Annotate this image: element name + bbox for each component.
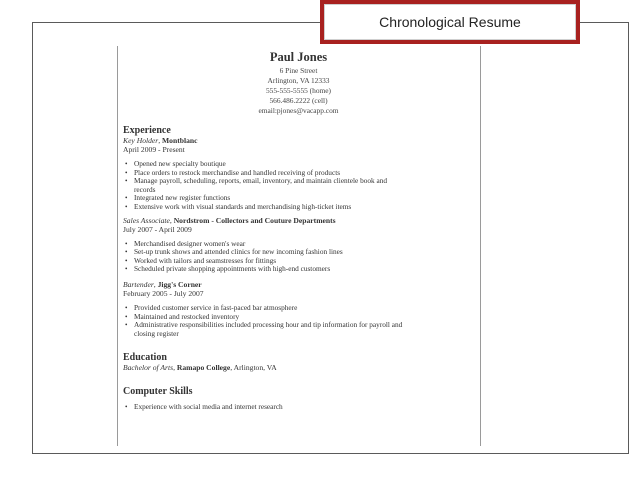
- job-header: Key Holder, Montblanc: [123, 136, 198, 145]
- bullet: • Experience with social media and internet research: [134, 403, 474, 412]
- job-org: Montblanc: [162, 136, 198, 145]
- address-line-2: Arlington, VA 12333: [267, 76, 330, 85]
- degree: Bachelor of Arts: [123, 363, 174, 373]
- skills-list: [123, 403, 474, 412]
- job-header: Bartender, Jigg's Corner: [123, 279, 202, 289]
- education-heading: Education: [123, 352, 167, 364]
- resume-document: [117, 46, 481, 446]
- job-org: Nordstrom - Collectors and Couture Departments: [173, 215, 336, 225]
- job-dates: July 2007 - April 2009: [123, 224, 192, 234]
- job-header: Sales Associate, Nordstrom - Collectors and Couture Departments: [123, 215, 336, 225]
- address-line-1: 6 Pine Street: [279, 66, 318, 75]
- job-dates: February 2005 - July 2007: [123, 288, 204, 298]
- job-bullets: [123, 240, 474, 274]
- slide-title-box: [320, 0, 580, 44]
- bullet: • Integrated new register functions: [134, 194, 474, 203]
- slide-title-inner: [324, 4, 576, 40]
- school: Ramapo College: [176, 363, 231, 373]
- education-entry: Bachelor of Arts, Ramapo College, Arlington, VA: [123, 363, 277, 373]
- bullet: • Merchandised designer women's wear: [134, 240, 474, 249]
- bullet: • Set-up trunk shows and attended clinics for new incoming fashion lines: [134, 248, 474, 257]
- bullet-continuation: records: [134, 184, 156, 194]
- phone-cell: 566.486.2222 (cell): [269, 96, 328, 105]
- job-title: Key Holder: [123, 136, 159, 145]
- skills-heading: Computer Skills: [123, 386, 193, 398]
- bullet: • Provided customer service in fast-paced bar atmosphere: [134, 304, 474, 313]
- job-bullets: [123, 160, 474, 212]
- bullet: • Scheduled private shopping appointments with high-end customers: [134, 265, 474, 274]
- bullet-continuation: closing register: [134, 328, 179, 338]
- bullet: • Place orders to restock merchandise and handled receiving of products: [134, 169, 474, 178]
- resume-name: Paul Jones: [269, 50, 328, 64]
- experience-heading: Experience: [123, 125, 171, 136]
- bullet: • Worked with tailors and seamstresses for fittings: [134, 257, 474, 266]
- resume-header: [123, 50, 474, 116]
- bullet: • Manage payroll, scheduling, reports, email, inventory, and maintain clientele book and: [134, 177, 474, 186]
- bullet: • Maintained and restocked inventory: [134, 313, 474, 322]
- job-title: Sales Associate: [123, 215, 170, 225]
- bullet: • Opened new specialty boutique: [134, 160, 474, 169]
- email: email:pjones@vacapp.com: [258, 106, 339, 115]
- bullet: • Extensive work with visual standards and merchandising high-ticket items: [134, 203, 474, 212]
- job-bullets: [123, 304, 474, 338]
- bullet: • Administrative responsibilities included processing hour and tip information for payroll and: [134, 321, 474, 330]
- job-org: Jigg's Corner: [157, 279, 202, 289]
- phone-home: 555-555-5555 (home): [265, 86, 332, 95]
- job-dates: April 2009 - Present: [123, 145, 185, 154]
- slide-title: Chronological Resume: [379, 14, 521, 30]
- school-location: , Arlington, VA: [230, 363, 277, 373]
- job-title: Bartender: [123, 279, 154, 289]
